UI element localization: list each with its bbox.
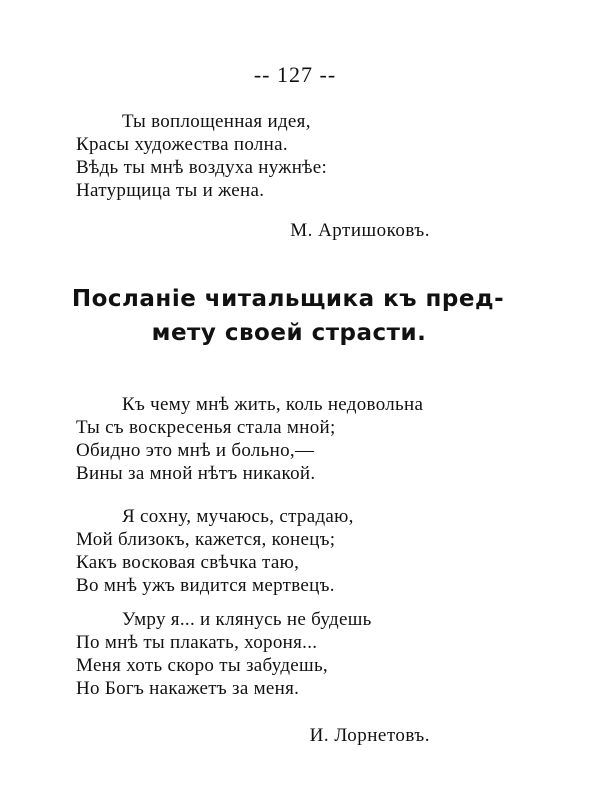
title-line: мету своей страсти. [151,320,427,346]
verse-line: Но Богъ накажетъ за меня. [76,678,300,699]
verse-line: Умру я... и клянусь не будешь [122,609,372,630]
page-number: -- 127 -- [253,62,337,87]
poem-1-author: М. Артишоковъ. [290,220,430,241]
verse-line: Меня хоть скоро ты забудешь, [76,655,328,676]
poem-1-stanza [76,110,327,202]
verse-line: Во мнѣ ужъ видится мертвецъ. [76,575,335,596]
poem-2-stanza-3 [76,608,372,700]
title-line: Посланіе читальщика къ пред- [71,286,505,312]
verse-line: Какъ восковая свѣчка таю, [76,552,300,573]
verse-line: Ты воплощенная идея, [122,111,311,132]
poem-2-stanza-2 [76,505,354,597]
poem-2-author: И. Лорнетовъ. [309,725,430,746]
verse-line: Ты съ воскресенья стала мной; [76,417,336,438]
verse-line: Вѣдь ты мнѣ воздуха нужнѣе: [76,157,328,178]
verse-line: Обидно это мнѣ и больно,— [76,440,315,461]
verse-line: По мнѣ ты плакать, хороня... [76,632,318,653]
verse-line: Къ чему мнѣ жить, коль недовольна [122,394,424,415]
verse-line: Мой близокъ, кажется, конецъ; [76,529,336,550]
verse-line: Красы художества полна. [76,134,288,155]
poem-2-title [0,282,590,350]
verse-line: Вины за мной нѣтъ никакой. [76,463,316,484]
verse-line: Натурщица ты и жена. [76,180,265,201]
poem-2-stanza-1 [76,393,423,485]
verse-line: Я сохну, мучаюсь, страдаю, [122,506,354,527]
